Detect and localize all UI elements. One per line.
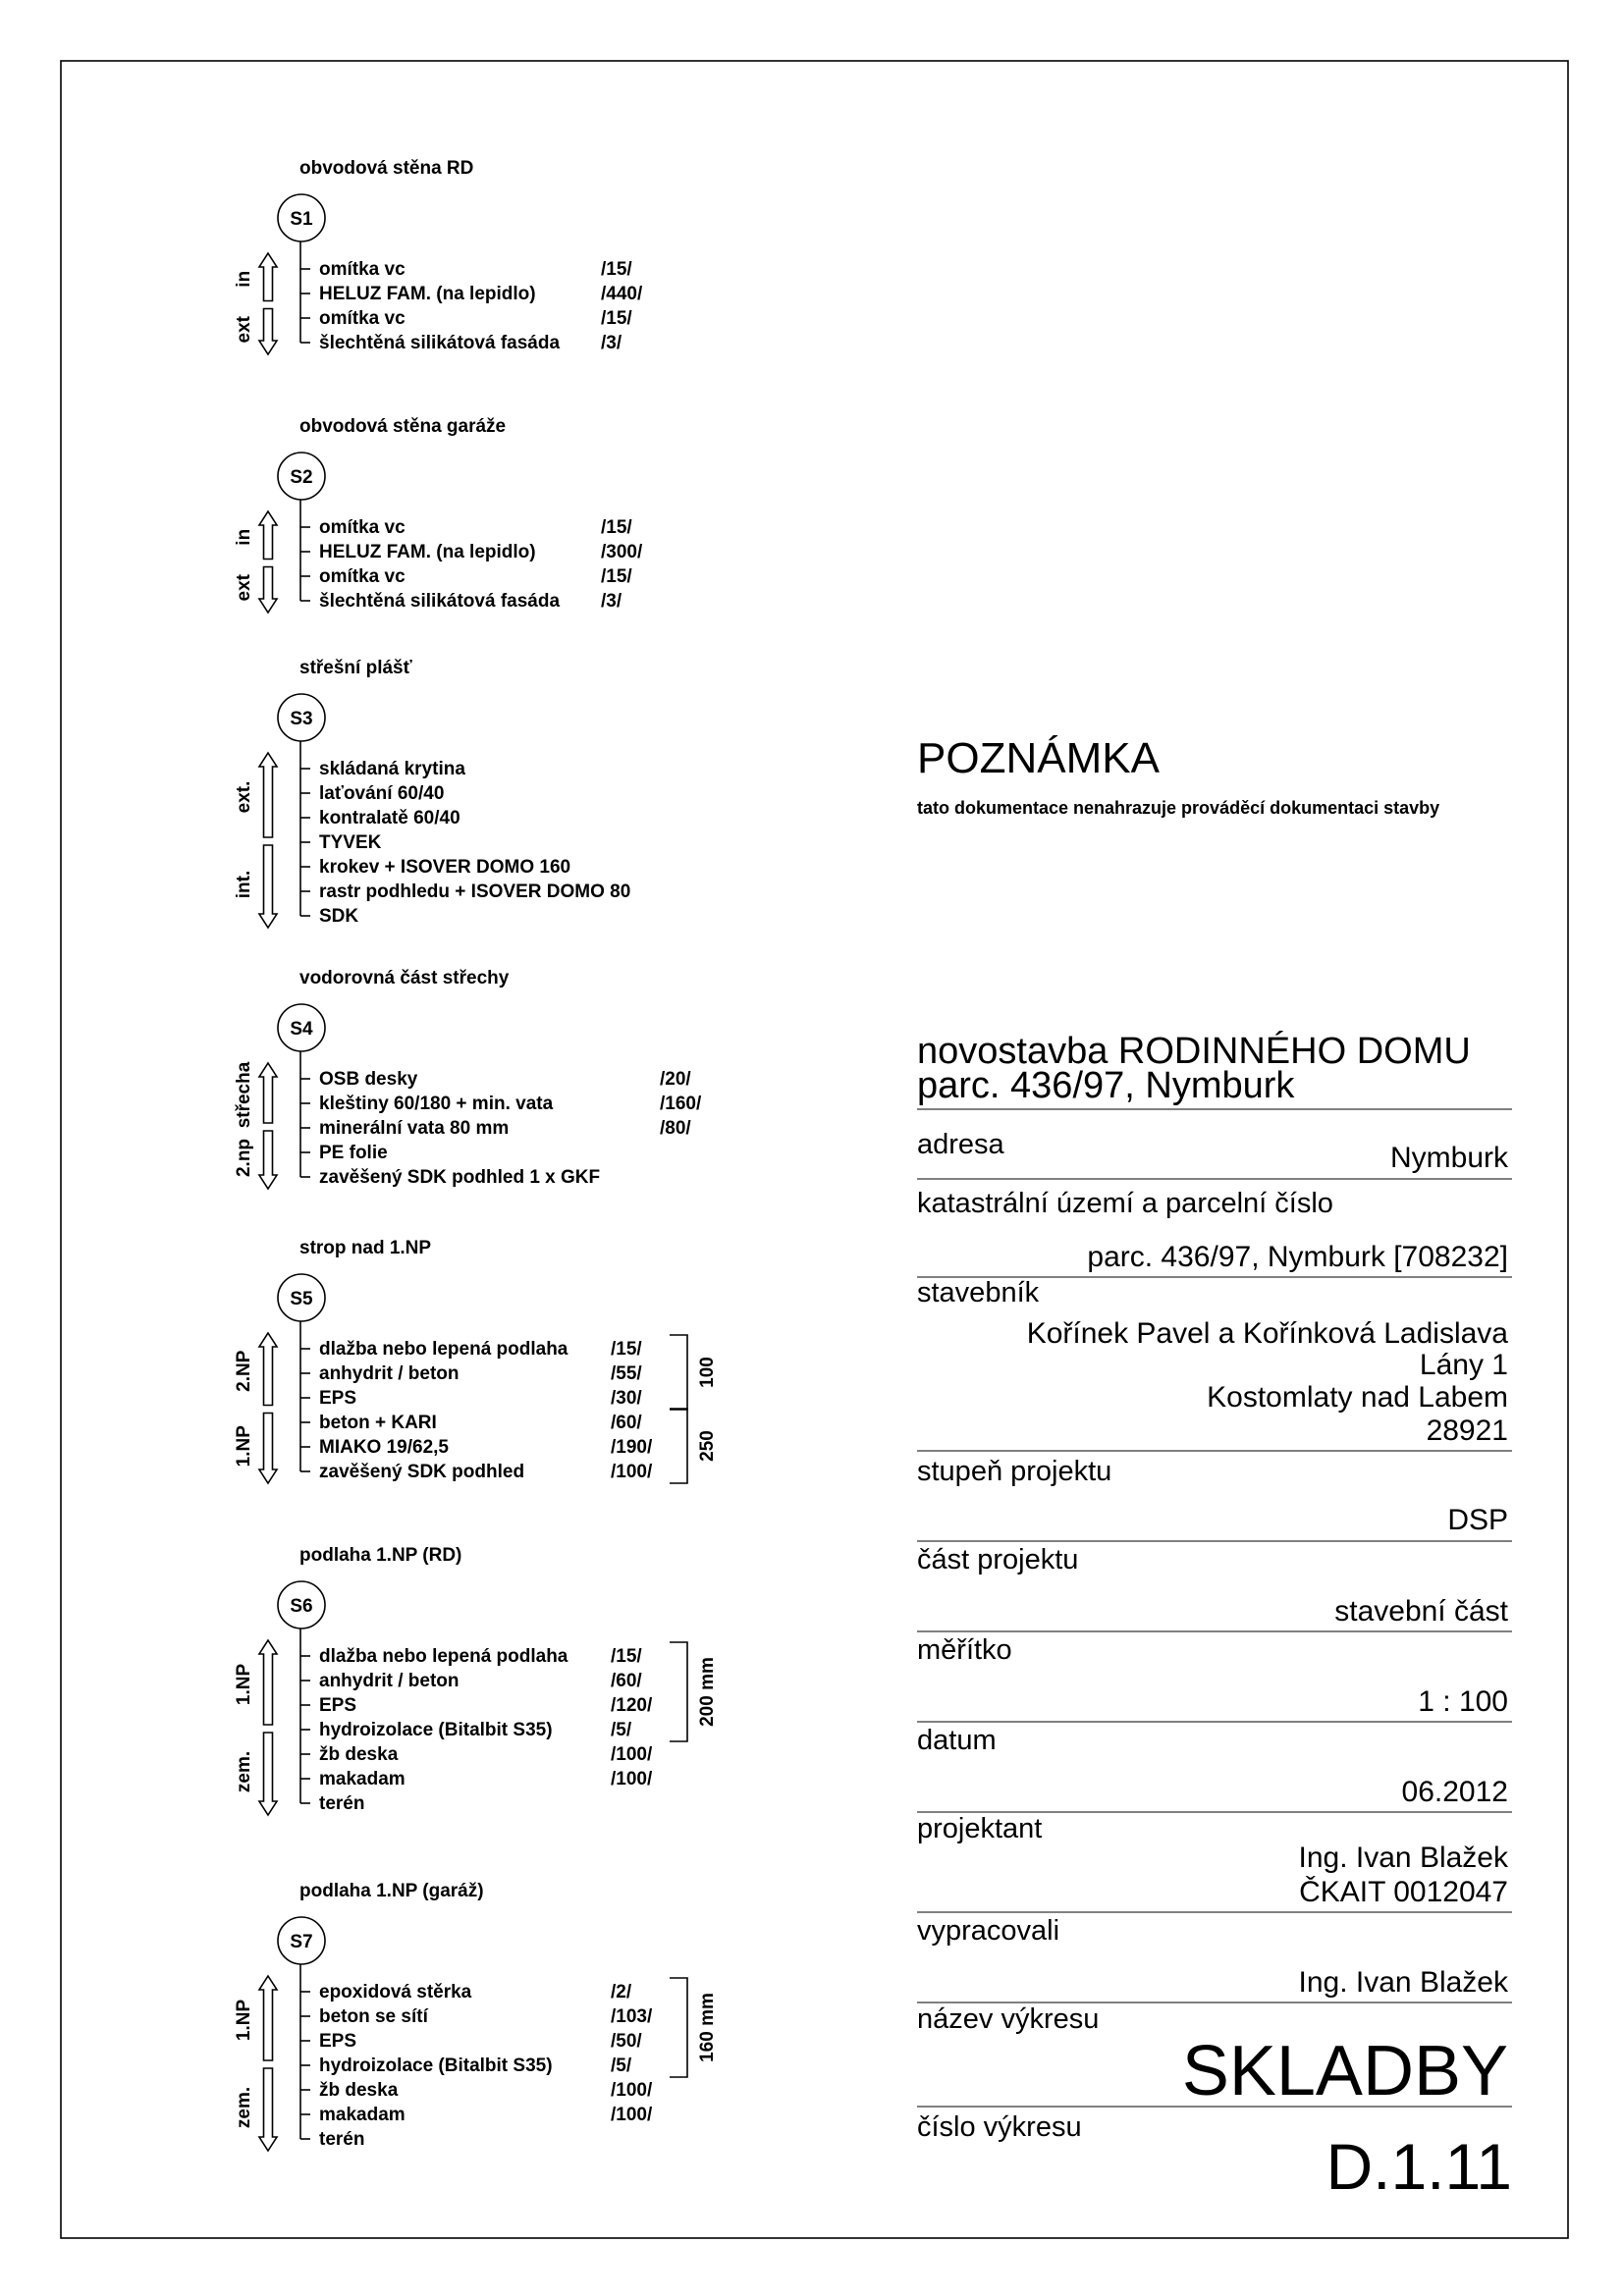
drawing-name-label: název výkresu [917, 2003, 1100, 2035]
stage-label: stupeň projektu [917, 1456, 1112, 1487]
layer-thickness: /60/ [611, 1671, 642, 1691]
section-tag: S5 [290, 1289, 313, 1309]
section-tag: S1 [290, 209, 313, 230]
drawing-name-value: SKLADBY [1181, 2032, 1508, 2110]
layer-name: hydroizolace (Bitalbit S35) [319, 1720, 553, 1740]
drawing-number-value: D.1.11 [1325, 2130, 1512, 2203]
layer-name: kleštiny 60/180 + min. vata [319, 1094, 554, 1114]
cadastral-value: parc. 436/97, Nymburk [708232] [1087, 1241, 1508, 1273]
side-label-bottom: 2.np [234, 1138, 254, 1178]
layer-name: zavěšený SDK podhled [319, 1462, 525, 1482]
side-label-top: střecha [234, 1061, 254, 1129]
section-title: střešní plášť [299, 658, 412, 678]
drawing-number-label: číslo výkresu [917, 2111, 1082, 2143]
layer-name: HELUZ FAM. (na lepidlo) [319, 284, 536, 304]
builder-line: Lány 1 [1419, 1349, 1508, 1381]
layer-thickness: /80/ [660, 1118, 691, 1139]
side-label-top: 1.NP [234, 1663, 254, 1706]
layer-thickness: /103/ [611, 2006, 653, 2027]
stage-value: DSP [1447, 1504, 1508, 1536]
layer-thickness: /300/ [601, 542, 643, 562]
layer-name: hydroizolace (Bitalbit S35) [319, 2056, 553, 2076]
layer-name: omítka vc [319, 259, 406, 280]
layer-name: rastr podhledu + ISOVER DOMO 80 [319, 881, 631, 902]
part-label: část projektu [917, 1544, 1079, 1575]
layer-thickness: /3/ [601, 333, 622, 353]
layer-thickness: /160/ [660, 1094, 702, 1114]
section-title: obvodová stěna garáže [299, 416, 507, 437]
side-label-top: 2.NP [234, 1350, 254, 1392]
layer-name: terén [319, 2129, 365, 2150]
prepared-label: vypracovali [917, 1915, 1060, 1947]
section-tag: S3 [290, 709, 313, 729]
layer-name: skládaná krytina [319, 759, 465, 779]
part-value: stavební část [1334, 1595, 1508, 1628]
layer-thickness: /30/ [611, 1388, 642, 1409]
layer-thickness: /60/ [611, 1413, 642, 1433]
layer-name: kontralatě 60/40 [319, 808, 460, 828]
side-label-bottom: int. [234, 870, 254, 899]
cadastral-label: katastrální území a parcelní číslo [917, 1188, 1333, 1219]
layer-name: epoxidová stěrka [319, 1982, 472, 2002]
section-title: obvodová stěna RD [299, 158, 474, 179]
layer-name: makadam [319, 1769, 406, 1789]
layer-thickness: /3/ [601, 591, 622, 612]
prepared-value: Ing. Ivan Blažek [1298, 1966, 1508, 1999]
layer-thickness: /50/ [611, 2031, 642, 2052]
layer-thickness: /5/ [611, 1720, 632, 1740]
layer-thickness: /15/ [601, 517, 632, 538]
layer-thickness: /100/ [611, 2080, 653, 2101]
layer-name: anhydrit / beton [319, 1671, 460, 1691]
layer-thickness: /15/ [601, 566, 632, 587]
side-label-top: 1.NP [234, 1999, 254, 2042]
layer-thickness: /190/ [611, 1437, 653, 1458]
layer-name: EPS [319, 1695, 357, 1716]
side-label-top: ext. [234, 780, 254, 814]
address-label: adresa [917, 1129, 1004, 1160]
section-tag: S7 [290, 1932, 313, 1952]
scale-value: 1 : 100 [1418, 1685, 1508, 1718]
layer-name: omítka vc [319, 517, 406, 538]
layer-name: HELUZ FAM. (na lepidlo) [319, 542, 536, 562]
side-label-bottom: zem. [234, 2086, 254, 2129]
dimension-label: 250 [697, 1430, 718, 1462]
layer-name: omítka vc [319, 308, 406, 329]
dimension-label: 200 mm [697, 1657, 718, 1727]
note-heading: POZNÁMKA [917, 734, 1160, 782]
layer-name: terén [319, 1793, 365, 1814]
dimension-label: 100 [697, 1357, 718, 1388]
side-label-top: in [234, 270, 254, 288]
section-title: vodorovná část střechy [299, 968, 510, 988]
layer-thickness: /100/ [611, 1769, 653, 1789]
layer-name: žb deska [319, 1744, 399, 1765]
project-title-line2: parc. 436/97, Nymburk [917, 1065, 1295, 1106]
layer-name: šlechtěná silikátová fasáda [319, 333, 561, 353]
side-label-bottom: ext [234, 316, 254, 344]
section-tag: S6 [290, 1596, 313, 1617]
layer-thickness: /120/ [611, 1695, 653, 1716]
layer-name: SDK [319, 906, 359, 927]
layer-thickness: /100/ [611, 1744, 653, 1765]
builder-line: 28921 [1426, 1415, 1508, 1447]
sheet-frame [61, 61, 1568, 2238]
layer-name: minerální vata 80 mm [319, 1118, 510, 1139]
layer-name: makadam [319, 2105, 406, 2125]
note-text: tato dokumentace nenahrazuje prováděcí dokumentaci stavby [917, 798, 1440, 818]
layer-thickness: /100/ [611, 2105, 653, 2125]
layer-name: omítka vc [319, 566, 406, 587]
side-label-bottom: 1.NP [234, 1425, 254, 1468]
layer-name: šlechtěná silikátová fasáda [319, 591, 561, 612]
layer-name: OSB desky [319, 1069, 418, 1090]
section-title: strop nad 1.NP [299, 1238, 432, 1258]
designer-label: projektant [917, 1813, 1043, 1844]
scale-label: měřítko [917, 1634, 1012, 1666]
layer-thickness: /15/ [601, 308, 632, 329]
section-tag: S4 [290, 1019, 313, 1040]
layer-name: krokev + ISOVER DOMO 160 [319, 857, 571, 878]
layer-name: TYVEK [319, 832, 382, 853]
side-label-bottom: ext [234, 574, 254, 602]
layer-name: dlažba nebo lepená podlaha [319, 1646, 568, 1667]
section-title: podlaha 1.NP (garáž) [299, 1881, 484, 1901]
dimension-label: 160 mm [697, 1993, 718, 2062]
layer-thickness: /2/ [611, 1982, 632, 2002]
layer-name: laťování 60/40 [319, 783, 445, 804]
layer-name: EPS [319, 2031, 357, 2052]
date-label: datum [917, 1725, 997, 1756]
project-title-line1: novostavba RODINNÉHO DOMU [917, 1031, 1471, 1072]
layer-name: žb deska [319, 2080, 399, 2101]
layer-name: beton se sítí [319, 2006, 428, 2027]
layer-name: beton + KARI [319, 1413, 437, 1433]
layer-name: dlažba nebo lepená podlaha [319, 1339, 568, 1360]
layer-thickness: /15/ [601, 259, 632, 280]
layer-thickness: /15/ [611, 1646, 642, 1667]
layer-thickness: /100/ [611, 1462, 653, 1482]
layer-thickness: /15/ [611, 1339, 642, 1360]
side-label-top: in [234, 528, 254, 546]
section-tag: S2 [290, 467, 313, 488]
layer-name: zavěšený SDK podhled 1 x GKF [319, 1167, 601, 1188]
layer-name: MIAKO 19/62,5 [319, 1437, 449, 1458]
layer-name: PE folie [319, 1143, 388, 1163]
builder-label: stavebník [917, 1277, 1040, 1308]
designer-line: Ing. Ivan Blažek [1298, 1842, 1508, 1874]
layer-thickness: /5/ [611, 2056, 632, 2076]
builder-line: Kostomlaty nad Labem [1207, 1381, 1508, 1414]
layer-thickness: /20/ [660, 1069, 691, 1090]
side-label-bottom: zem. [234, 1750, 254, 1793]
layer-thickness: /440/ [601, 284, 643, 304]
section-title: podlaha 1.NP (RD) [299, 1545, 462, 1566]
address-value: Nymburk [1389, 1142, 1508, 1174]
layer-thickness: /55/ [611, 1363, 642, 1384]
date-value: 06.2012 [1401, 1776, 1508, 1808]
builder-line: Kořínek Pavel a Kořínková Ladislava [1026, 1317, 1508, 1350]
designer-line: ČKAIT 0012047 [1299, 1876, 1508, 1908]
layer-name: anhydrit / beton [319, 1363, 460, 1384]
layer-name: EPS [319, 1388, 357, 1409]
